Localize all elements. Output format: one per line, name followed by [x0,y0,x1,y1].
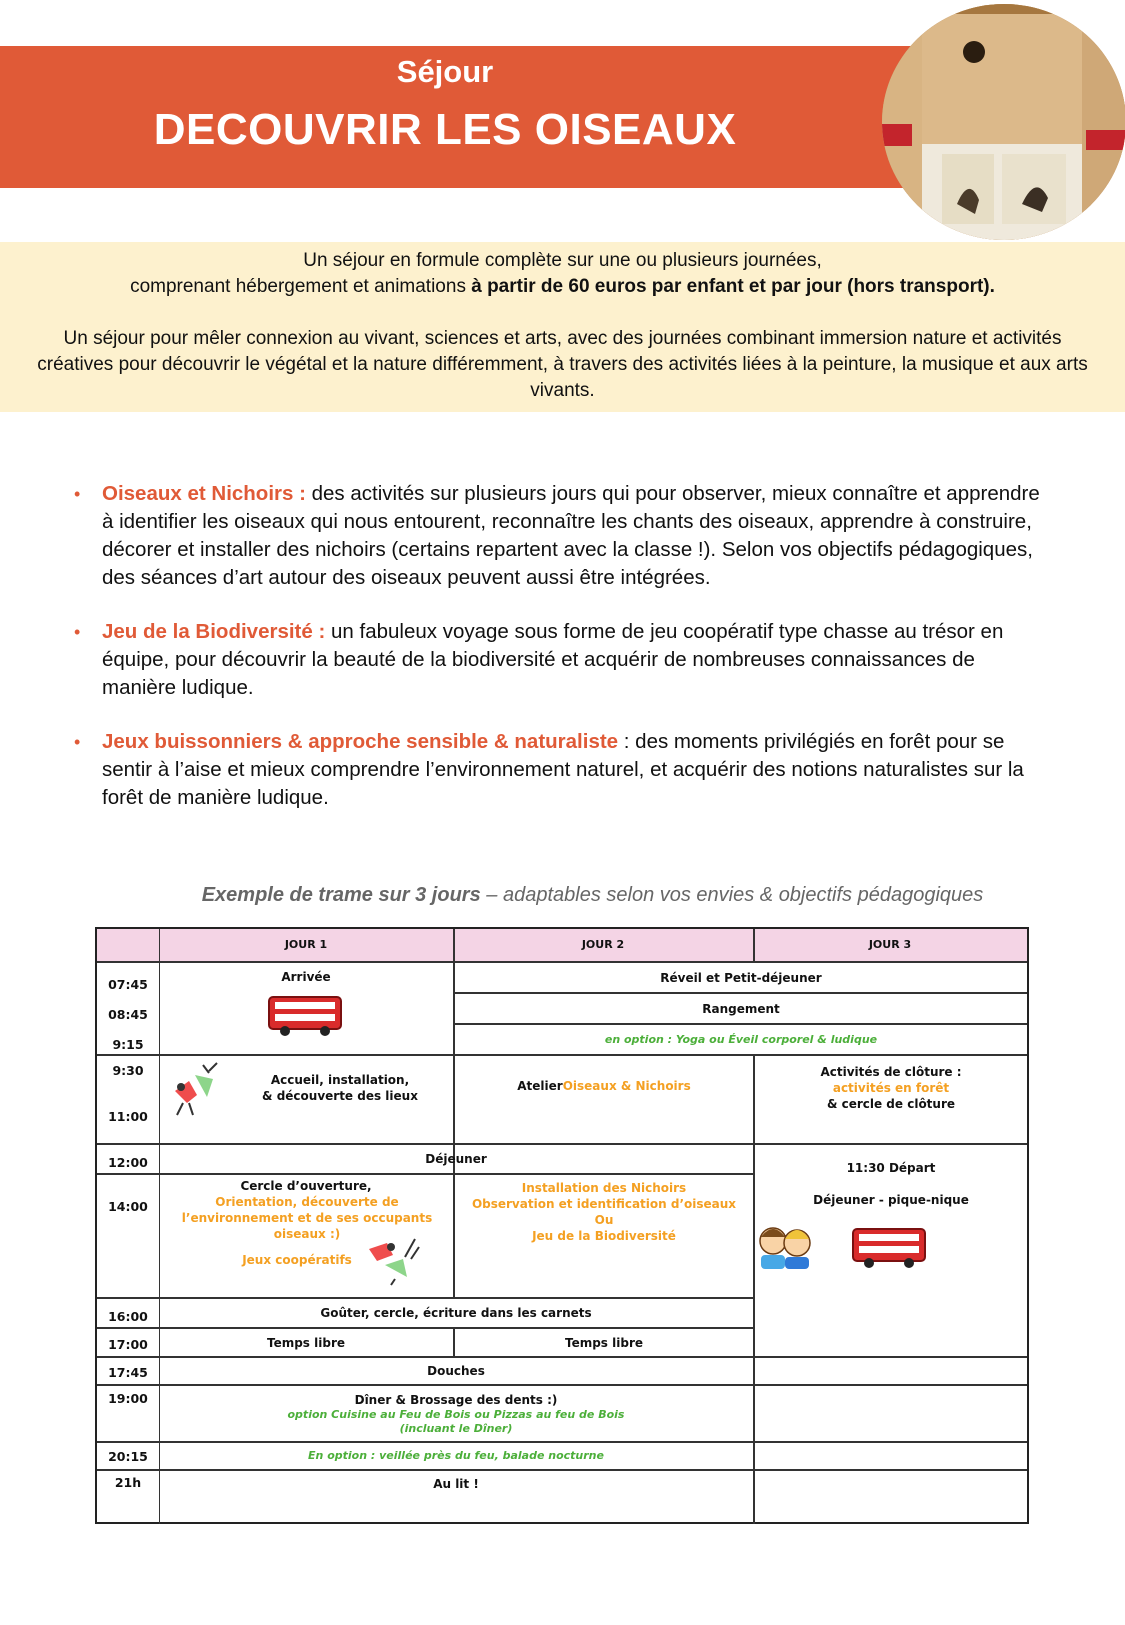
time-label: 08:45 [108,1007,148,1022]
activity-title: Oiseaux et Nichoirs : [102,482,306,505]
bird-observation: Observation et identification d’oiseaux [471,1197,737,1211]
departure-cell: 11:30 Départ [846,1161,936,1175]
coop-games-text: Jeux coopératifs [242,1253,352,1267]
dinner-option: option Cuisine au Feu de Bois ou Pizzas au feu de Bois (incluant le Dîner) [287,1408,625,1435]
workshop-topic: Oiseaux & Nichoirs [562,1079,691,1093]
breakfast-cell: Réveil et Petit-déjeuner [660,970,822,985]
activity-title: Jeu de la Biodiversité : [102,620,326,643]
closing-circle: & cercle de clôture [826,1097,956,1111]
list-item [72,480,1052,592]
header-day-2: JOUR 2 [453,929,753,961]
header-day-3: JOUR 3 [753,929,1027,961]
workshop-cell [455,1056,753,1116]
closing-activities-cell [755,1057,1027,1119]
header-empty-cell [97,929,159,961]
intro-line-2-text: comprenant hébergement et animations [130,276,472,297]
activity-text: des activités sur plusieurs jours qui pour observer, mieux connaître et apprendre à identifier les oiseaux qui nous entourent, reconnaître les chants des oiseaux, apprendre à construire, décorer et installer des nichoirs (certains repartent avec la classe !). Selon vos objectifs pédagogiques, des séances d’art autour des oiseaux peuvent aussi être intégrées. [102,482,1040,589]
free-time-day-2: Temps libre [564,1335,644,1350]
time-label: 17:45 [108,1365,148,1380]
picnic-cell: Déjeuner - pique-nique [813,1193,969,1207]
page-title: DECOUVRIR LES OISEAUX [153,105,737,154]
bus-icon [851,1227,927,1269]
welcome-cell: Accueil, installation, & découverte des lieux [262,1073,418,1103]
dinner-label: Dîner & Brossage des dents :) [354,1393,558,1407]
time-label: 21h [114,1475,142,1490]
opening-circle-title: Cercle d’ouverture, [240,1179,372,1193]
arrival-cell: Arrivée [281,970,331,984]
free-time-day-1: Temps libre [266,1335,346,1350]
intro-box [0,242,1125,412]
intro-paragraph: Un séjour pour mêler connexion au vivant, sciences et arts, avec des journées combinant immersion nature et activités créatives pour découvrir le végétal et la nature différemment, à travers des activités liées à la peinture, la musique et aux arts vivants. [37,328,1088,401]
time-label: 20:15 [108,1449,148,1464]
activities-list [72,480,1052,838]
bullet-icon: • [74,484,81,504]
intro-price: à partir de 60 euros par enfant et par jour (hors transport). [471,276,995,297]
intro-line-2 [0,274,1125,300]
list-item [72,728,1052,812]
orientation-text: Orientation, découverte de l’environnement et de ses occupants oiseaux :) [181,1195,433,1241]
time-label: 9:15 [112,1037,144,1052]
dancers-icon [169,1061,221,1117]
activity-text: : des moments privilégiés en forêt pour se sentir à l’aise et mieux comprendre l’environnement naturel, et acquérir des notions naturalistes sur la forêt de manière ludique. [102,730,1024,809]
schedule-table [95,927,1029,1524]
yoga-option-cell: en option : Yoga ou Éveil corporel & ludique [604,1032,878,1046]
children-icon [757,1221,815,1271]
evening-option-cell: En option : veillée près du feu, balade nocturne [308,1449,604,1462]
time-label: 9:30 [112,1063,144,1078]
snack-cell: Goûter, cercle, écriture dans les carnets [320,1306,592,1320]
intro-line-1: Un séjour en formule complète sur une ou plusieurs journées, [303,250,822,271]
time-label: 16:00 [108,1309,148,1324]
time-label: 11:00 [108,1109,148,1124]
showers-cell: Douches [427,1364,485,1378]
caption-bold: Exemple de trame sur 3 jours [201,884,481,906]
dinner-cell [159,1387,753,1441]
closing-forest: activités en forêt [832,1081,950,1095]
header-day-1: JOUR 1 [159,929,453,961]
bullet-icon: • [74,622,81,642]
activity-title: Jeux buissonniers & approche sensible & naturaliste [102,730,619,753]
time-label: 14:00 [108,1199,148,1214]
or-label: Ou [594,1213,614,1227]
lunch-cell: Déjeuner [425,1152,487,1166]
page-subtitle: Séjour [396,54,494,89]
nestbox-activities-cell [455,1177,753,1247]
bus-icon [267,995,343,1037]
time-label: 17:00 [108,1337,148,1352]
time-label: 07:45 [108,977,148,992]
list-item [72,618,1052,702]
schedule-caption [0,884,1125,907]
time-label: 19:00 [108,1391,148,1406]
bullet-icon: • [74,732,81,752]
bedtime-cell: Au lit ! [433,1477,479,1491]
caption-rest: – adaptables selon vos envies & objectifs pédagogiques [480,884,984,906]
nestbox-install: Installation des Nichoirs [521,1181,687,1195]
dancers-icon [365,1229,423,1287]
tidy-cell: Rangement [702,1001,780,1016]
workshop-label: Atelier [517,1079,563,1093]
closing-title: Activités de clôture : [820,1065,962,1079]
biodiversity-game: Jeu de la Biodiversité [532,1229,676,1243]
birdhouse-photo [882,4,1125,240]
activity-text: un fabuleux voyage sous forme de jeu coopératif type chasse au trésor en équipe, pour découvrir la beauté de la biodiversité et acquérir de nombreuses connaissances de manière ludique. [102,620,1004,699]
time-label: 12:00 [108,1155,148,1170]
